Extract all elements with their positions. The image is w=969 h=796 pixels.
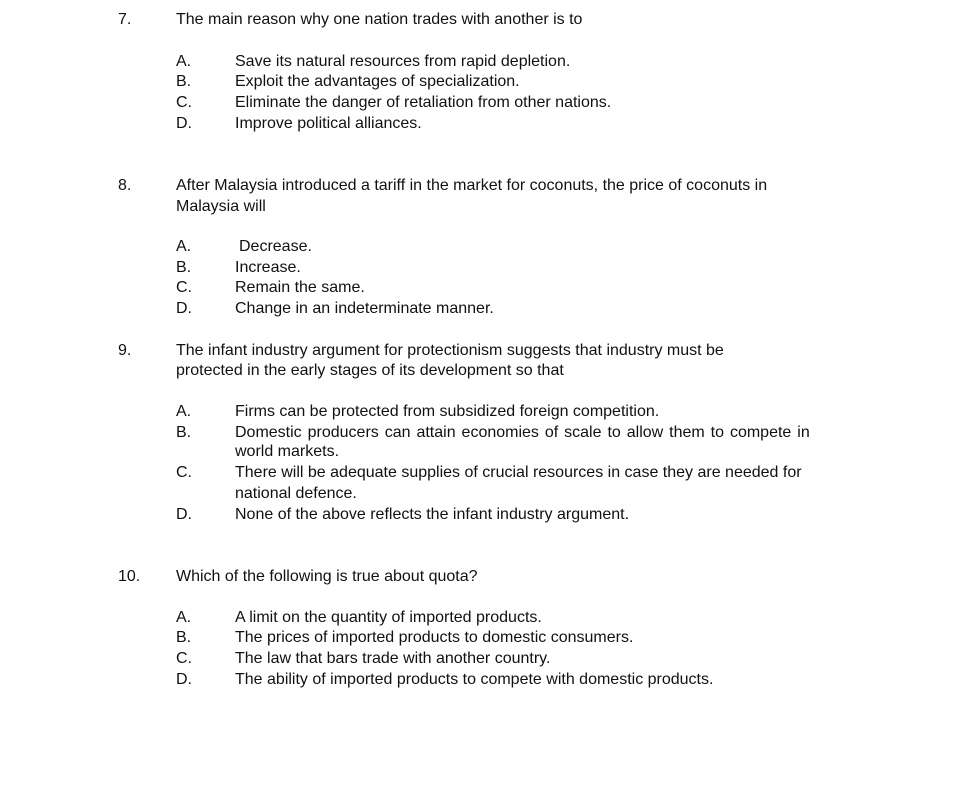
question-text-line: Malaysia will <box>176 198 266 215</box>
option-text-line: world markets. <box>235 443 340 460</box>
option-letter: A. <box>176 403 192 420</box>
option-text: Improve political alliances. <box>235 115 422 132</box>
option-letter: D. <box>176 506 192 523</box>
question-text: The main reason why one nation trades with another is to <box>176 11 583 28</box>
option-text: Exploit the advantages of specialization. <box>235 73 520 90</box>
option-letter: A. <box>176 53 192 70</box>
option-letter: B. <box>176 259 192 276</box>
option-text: Remain the same. <box>235 279 365 296</box>
option-letter: C. <box>176 650 192 667</box>
question-text-line: The infant industry argument for protectionism suggests that industry must be <box>176 342 724 359</box>
question-text-line: After Malaysia introduced a tariff in the market for coconuts, the price of coconuts in <box>176 177 768 194</box>
option-text: None of the above reflects the infant industry argument. <box>235 506 630 523</box>
option-text: Eliminate the danger of retaliation from other nations. <box>235 94 612 111</box>
option-text-line: national defence. <box>235 485 357 502</box>
option-letter: D. <box>176 671 192 688</box>
option-text: Change in an indeterminate manner. <box>235 300 494 317</box>
option-letter: C. <box>176 279 192 296</box>
option-text: The ability of imported products to compete with domestic products. <box>235 671 714 688</box>
option-text-line: Domestic producers can attain economies of scale to allow them to compete in <box>235 424 810 441</box>
option-letter: A. <box>176 238 192 255</box>
question-number: 9. <box>118 342 132 359</box>
option-letter: B. <box>176 424 192 441</box>
option-letter: A. <box>176 609 192 626</box>
option-text: A limit on the quantity of imported products. <box>235 609 542 626</box>
option-text: Firms can be protected from subsidized foreign competition. <box>235 403 660 420</box>
question-number: 8. <box>118 177 132 194</box>
option-text: Save its natural resources from rapid depletion. <box>235 53 571 70</box>
option-letter: B. <box>176 73 192 90</box>
option-text-line: There will be adequate supplies of crucial resources in case they are needed for <box>235 464 802 481</box>
question-number: 10. <box>118 568 141 585</box>
option-text: Increase. <box>235 259 301 276</box>
question-number: 7. <box>118 11 132 28</box>
option-letter: D. <box>176 115 192 132</box>
question-text: Which of the following is true about quota? <box>176 568 478 585</box>
option-letter: C. <box>176 464 192 481</box>
option-letter: C. <box>176 94 192 111</box>
question-text-line: protected in the early stages of its development so that <box>176 362 564 379</box>
option-letter: D. <box>176 300 192 317</box>
option-text: The law that bars trade with another country. <box>235 650 551 667</box>
option-text: Decrease. <box>239 238 312 255</box>
option-text: The prices of imported products to domestic consumers. <box>235 629 634 646</box>
option-letter: B. <box>176 629 192 646</box>
